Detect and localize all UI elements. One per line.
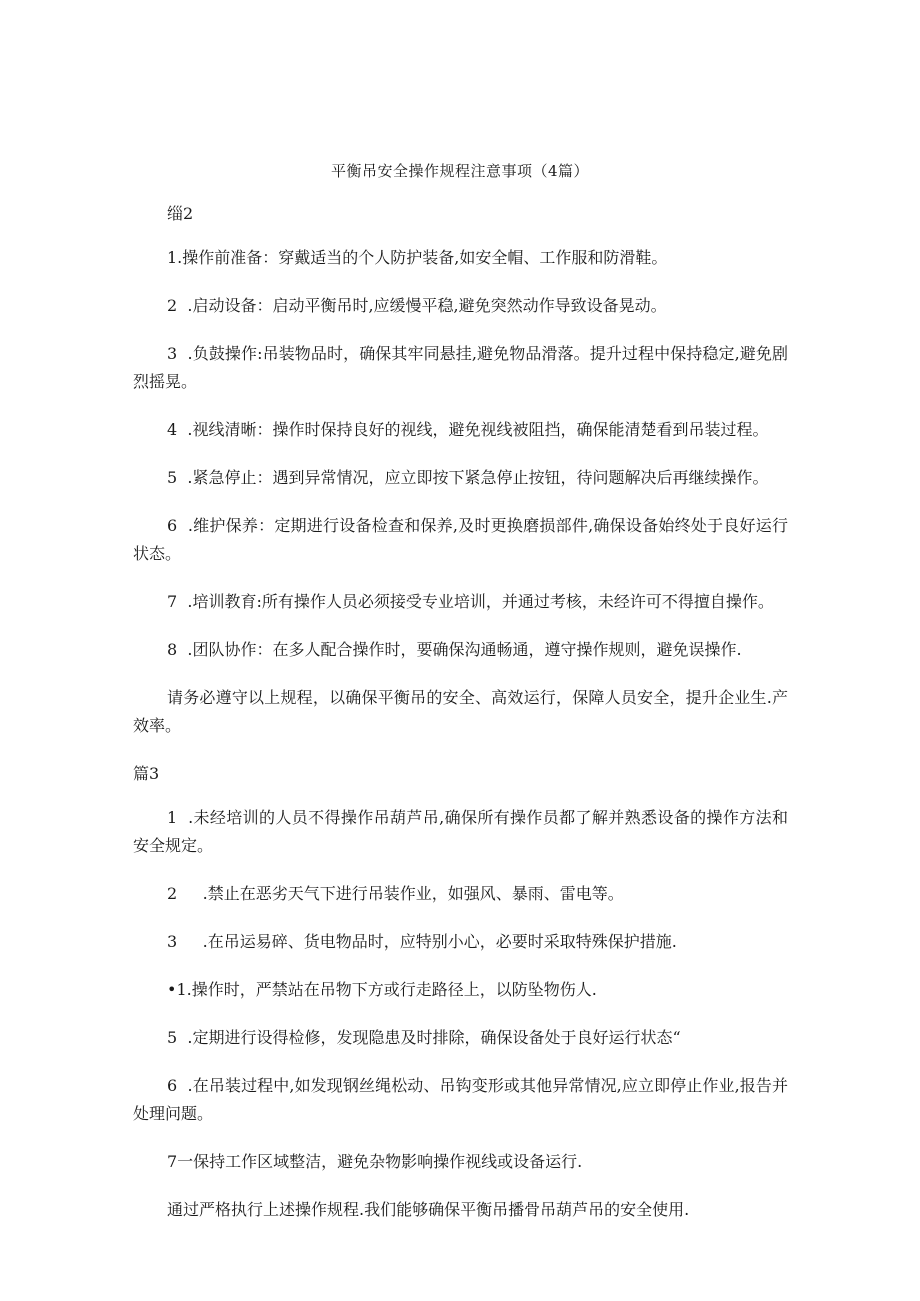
section3-item-3: 3 .在吊运易碎、货电物品时，应特别小心，必要时采取特殊保护措施. (167, 932, 677, 951)
section3-item-4: •1.操作时，严禁站在吊物下方或行走路径上，以防坠物伤人. (167, 980, 597, 999)
section2-item-3: 3 .负鼓操作:吊装物品时，确保其牢同悬挂,避免物品滑落。提升过程中保持稳定,避免剧烈摇晃。 (133, 344, 788, 391)
section3-item-2: 2 .禁止在恶劣天气下进行吊装作业，如强风、暴雨、雷电等。 (167, 884, 624, 903)
document-title: 平衡吊安全操作规程注意事项（4篇） (330, 162, 590, 180)
section-heading-3: 篇3 (133, 764, 160, 783)
section2-item-5: 5 .紧急停止：遇到异常情况，应立即按下紧急停止按钮，待问题解决后再继续操作。 (167, 468, 769, 487)
section2-item-6: 6 .维护保养：定期进行设备检查和保养,及时更换磨损部件,确保设备始终处于良好运行状态。 (133, 516, 788, 563)
section3-item-5: 5 .定期进行设得检修，发现隐患及时排除，确保设备处于良好运行状态“ (167, 1028, 681, 1047)
section3-closing: 通过严格执行上述操作规程.我们能够确保平衡吊播骨吊葫芦吊的安全使用. (167, 1200, 690, 1219)
section2-item-2: 2 .启动设备：启动平衡吊时,应缓慢平稳,避免突然动作导致设备晃动。 (167, 296, 667, 315)
section2-item-8: 8 .团队协作：在多人配合操作时，要确保沟通畅通，遵守操作规则，避免误操作. (167, 640, 742, 659)
section2-item-4: 4 .视线清晰：操作时保持良好的视线，避免视线被阻挡，确保能清楚看到吊装过程。 (167, 420, 769, 439)
section-heading-2: 缁2 (167, 204, 194, 223)
section3-item-7: 7一保持工作区域整洁，避免杂物影响操作视线或设备运行. (167, 1152, 583, 1171)
section3-item-6: 6 .在吊装过程中,如发现钢丝绳松动、吊钩变形或其他异常情况,应立即停止作业,报告并处理问题。 (133, 1076, 788, 1123)
section2-closing: 请务必遵守以上规程，以确保平衡吊的安全、高效运行，保障人员安全，提升企业生.产效率。 (133, 688, 788, 735)
section2-item-7: 7 .培训教育:所有操作人员必须接受专业培训，并通过考核，未经许可不得擅自操作。 (167, 592, 774, 611)
section3-item-1: 1 .未经培训的人员不得操作吊葫芦吊,确保所有操作员都了解并熟悉设备的操作方法和安全规定。 (133, 808, 788, 855)
section2-item-1: 1.操作前准备：穿戴适当的个人防护装备,如安全帽、工作服和防滑鞋。 (167, 248, 668, 267)
document-body (133, 200, 788, 1244)
